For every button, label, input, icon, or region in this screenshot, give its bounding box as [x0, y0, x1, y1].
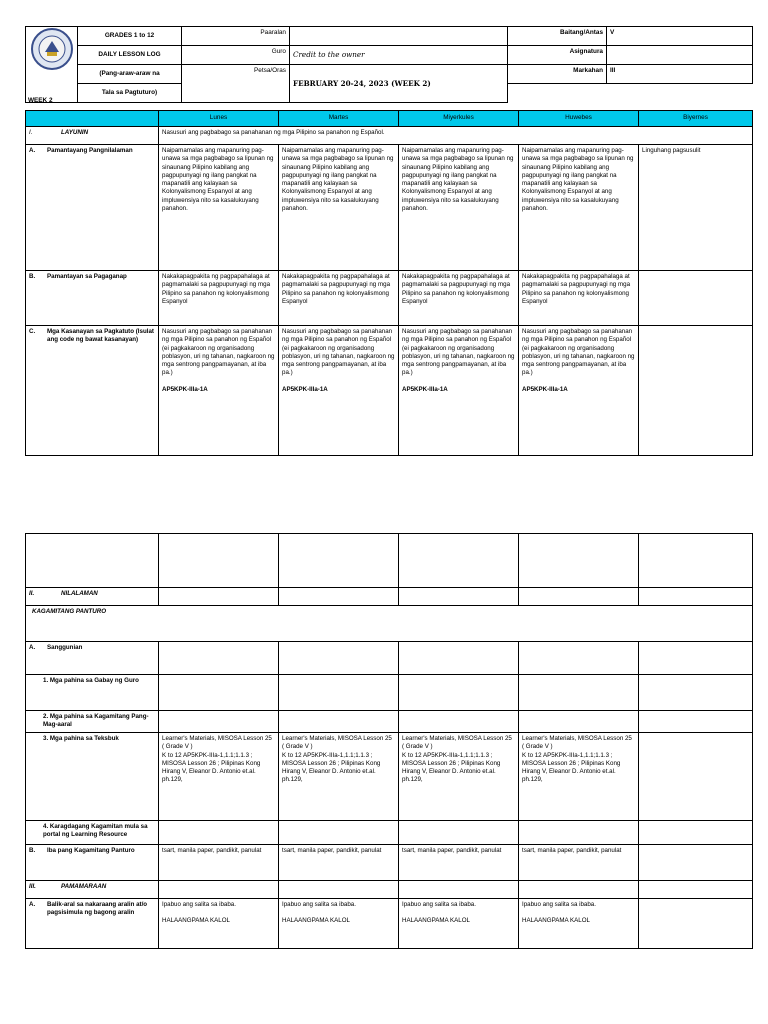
teksbuk-label: 3. Mga pahina sa Teksbuk [26, 733, 159, 821]
lesson-table-part-1 [25, 110, 753, 456]
pagaganap-biyernes [639, 271, 753, 326]
kasanayan-miyerkules: Nasusuri ang pagbabago sa panahanan ng mga Pilipino sa panahon ng Español (ei pagkakaroon ng organisadong poblasyon, uri ng tahanan, nagkaroon ng mga sentrong pangpamayanan, at iba pa.) AP5KPK-IIIa-1A [399, 326, 519, 456]
week-label: WEEK 2 [28, 97, 53, 104]
iba-pang-miyerkules: tsart, manila paper, pandikit, panulat [399, 845, 519, 881]
pangnilalaman-lunes: Naipamamalas ang mapanuring pag-unawa sa mga pagbabago sa lipunan ng sinaunang Pilipino kabilang ang pagpupunyagi ng ilang pangkat na mapanatili ang kalayaan sa Kolonyalismong Espanyol at ang impluwensiya nito sa kasalukuyang panahon. [159, 145, 279, 271]
corner-cell [26, 111, 159, 127]
dll-label: DAILY LESSON LOG [78, 46, 182, 65]
tala-line-2: Tala sa Pagtuturo) [78, 84, 182, 103]
pagaganap-miyerkules: Nakakapagpakita ng pagpapahalaga at pagmamalaki sa pagpupunyagi ng mga Pilipino sa panahon ng kolonyalismong Espanyol [399, 271, 519, 326]
balik-aral-miyerkules: Ipabuo ang salita sa ibaba. HALAANGPAMA KALOL [399, 899, 519, 949]
kasanayan-huwebes: Nasusuri ang pagbabago sa panahanan ng mga Pilipino sa panahon ng Español (ei pagkakaroon ng organisadong poblasyon, uri ng tahanan, nagkaroon ng mga sentrong pangpamayanan, at iba pa.) AP5KPK-IIIa-1A [519, 326, 639, 456]
kasanayan-code: AP5KPK-IIIa-1A [162, 385, 208, 393]
header-table [25, 26, 753, 103]
kasanayan-code: AP5KPK-IIIa-1A [402, 385, 448, 393]
day-huwebes: Huwebes [519, 111, 639, 127]
pangnilalaman-huwebes: Naipamamalas ang mapanuring pag-unawa sa mga pagbabago sa lipunan ng sinaunang Pilipino kabilang ang pagpupunyagi ng ilang pangkat na mapanatili ang kalayaan sa Kolonyalismong Espanyol at ang impluwensiya nito sa kasalukuyang panahon. [519, 145, 639, 271]
layunin-text: Nasusuri ang pagbabago sa panahanan ng mga Pilipino sa panahon ng Español. [159, 127, 753, 145]
teksbuk-miyerkules: Learner's Materials, MISOSA Lesson 25 ( Grade V ) K to 12 AP5KPK-IIIa-1,1.1;1.1.3 ; MISOSA Lesson 26 ; Pilipinas Kong Hirang V, Eleanor D. Antonio et.al. ph.129, [399, 733, 519, 821]
markahan-value: III [607, 65, 753, 84]
balik-aral-huwebes: Ipabuo ang salita sa ibaba. HALAANGPAMA KALOL [519, 899, 639, 949]
karagdagang-label: 4. Karagdagang Kagamitan mula sa portal ng Learning Resource [26, 821, 159, 845]
pamamaraan-label: III. PAMAMARAAN [26, 881, 159, 899]
kagamitang-mag-aaral-label: 2. Mga pahina sa Kagamitang Pang-Mag-aaral [26, 711, 159, 733]
teksbuk-martes: Learner's Materials, MISOSA Lesson 25 ( Grade V ) K to 12 AP5KPK-IIIa-1,1.1;1.1.3 ; MISOSA Lesson 26 ; Pilipinas Kong Hirang V, Eleanor D. Antonio et.al. ph.129, [279, 733, 399, 821]
day-martes: Martes [279, 111, 399, 127]
paaralan-value [290, 27, 508, 46]
pangnilalaman-miyerkules: Naipamamalas ang mapanuring pag-unawa sa mga pagbabago sa lipunan ng sinaunang Pilipino kabilang ang pagpupunyagi ng ilang pangkat na mapanatili ang kalayaan sa Kolonyalismong Espanyol at ang impluwensiya nito sa kasalukuyang panahon. [399, 145, 519, 271]
kasanayan-lunes: Nasusuri ang pagbabago sa panahanan ng mga Pilipino sa panahon ng Español (ei pagkakaroon ng organisadong poblasyon, uri ng tahanan, nagkaroon ng mga sentrong pangpamayanan, at iba pa.) AP5KPK-IIIa-1A [159, 326, 279, 456]
paaralan-label: Paaralan [182, 27, 290, 46]
pangnilalaman-martes: Naipamamalas ang mapanuring pag-unawa sa mga pagbabago sa lipunan ng sinaunang Pilipino kabilang ang pagpupunyagi ng ilang pangkat na mapanatili ang kalayaan sa Kolonyalismong Espanyol at ang impluwensiya nito sa kasalukuyang panahon. [279, 145, 399, 271]
blank-row-label [26, 534, 159, 588]
iba-pang-martes: tsart, manila paper, pandikit, panulat [279, 845, 399, 881]
markahan-label: Markahan [508, 65, 607, 84]
asignatura-value [607, 46, 753, 65]
nilalaman-label: II. NILALAMAN [26, 588, 159, 606]
teksbuk-lunes: Learner's Materials, MISOSA Lesson 25 ( Grade V ) K to 12 AP5KPK-IIIa-1,1.1;1.1.3 ; MISOSA Lesson 26 ; Pilipinas Kong Hirang V, Eleanor D. Antonio et.al. ph.129, [159, 733, 279, 821]
kagamitang-panturo-label: KAGAMITANG PANTURO [26, 606, 753, 642]
sanggunian-label: A. Sanggunian [26, 642, 159, 675]
iba-pang-huwebes: tsart, manila paper, pandikit, panulat [519, 845, 639, 881]
asignatura-label: Asignatura [508, 46, 607, 65]
kasanayan-biyernes [639, 326, 753, 456]
day-biyernes: Biyernes [639, 111, 753, 127]
pamantayang-pangnilalaman-label: A. Pamantayang Pangnilalaman [26, 145, 159, 271]
guro-label: Guro [182, 46, 290, 65]
day-miyerkules: Miyerkules [399, 111, 519, 127]
teksbuk-huwebes: Learner's Materials, MISOSA Lesson 25 ( Grade V ) K to 12 AP5KPK-IIIa-1,1.1;1.1.3 ; MISOSA Lesson 26 ; Pilipinas Kong Hirang V, Eleanor D. Antonio et.al. ph.129, [519, 733, 639, 821]
kasanayan-code: AP5KPK-IIIa-1A [522, 385, 568, 393]
lesson-table-part-2 [25, 533, 753, 949]
baitang-value: V [607, 27, 753, 46]
grades-label: GRADES 1 to 12 [78, 27, 182, 46]
guro-value: Credit to the owner [290, 46, 508, 65]
layunin-label: I. LAYUNIN [26, 127, 159, 145]
mga-kasanayan-label: C. Mga Kasanayan sa Pagkatuto (Isulat ang code ng bawat kasanayan) [26, 326, 159, 456]
pagaganap-martes: Nakakapagpakita ng pagpapahalaga at pagmamalaki sa pagpupunyagi ng mga Pilipino sa panahon ng kolonyalismong Espanyol [279, 271, 399, 326]
day-lunes: Lunes [159, 111, 279, 127]
pangnilalaman-biyernes: Linguhang pagsusulit [639, 145, 753, 271]
kasanayan-code: AP5KPK-IIIa-1A [282, 385, 328, 393]
pagaganap-lunes: Nakakapagpakita ng pagpapahalaga at pagmamalaki sa pagpupunyagi ng mga Pilipino sa panahon ng kolonyalismong Espanyol [159, 271, 279, 326]
tala-line-1: (Pang-araw-araw na [78, 65, 182, 84]
balik-aral-lunes: Ipabuo ang salita sa ibaba. HALAANGPAMA KALOL [159, 899, 279, 949]
balik-aral-label: A. Balik-aral sa nakaraang aralin at/o pagsisimula ng bagong aralin [26, 899, 159, 949]
pagaganap-huwebes: Nakakapagpakita ng pagpapahalaga at pagmamalaki sa pagpupunyagi ng mga Pilipino sa panahon ng kolonyalismong Espanyol [519, 271, 639, 326]
pamantayan-sa-pagaganap-label: B. Pamantayan sa Pagaganap [26, 271, 159, 326]
petsa-label: Petsa/Oras [182, 65, 290, 103]
iba-pang-lunes: tsart, manila paper, pandikit, panulat [159, 845, 279, 881]
gabay-label: 1. Mga pahina sa Gabay ng Guro [26, 675, 159, 711]
petsa-value: FEBRUARY 20-24, 2023 (WEEK 2) [290, 65, 508, 103]
iba-pang-label: B. Iba pang Kagamitang Panturo [26, 845, 159, 881]
logo-cell [26, 27, 78, 103]
baitang-label: Baitang/Antas [508, 27, 607, 46]
balik-aral-martes: Ipabuo ang salita sa ibaba. HALAANGPAMA KALOL [279, 899, 399, 949]
kasanayan-martes: Nasusuri ang pagbabago sa panahanan ng mga Pilipino sa panahon ng Español (ei pagkakaroon ng organisadong poblasyon, uri ng tahanan, nagkaroon ng mga sentrong pangpamayanan, at iba pa.) AP5KPK-IIIa-1A [279, 326, 399, 456]
